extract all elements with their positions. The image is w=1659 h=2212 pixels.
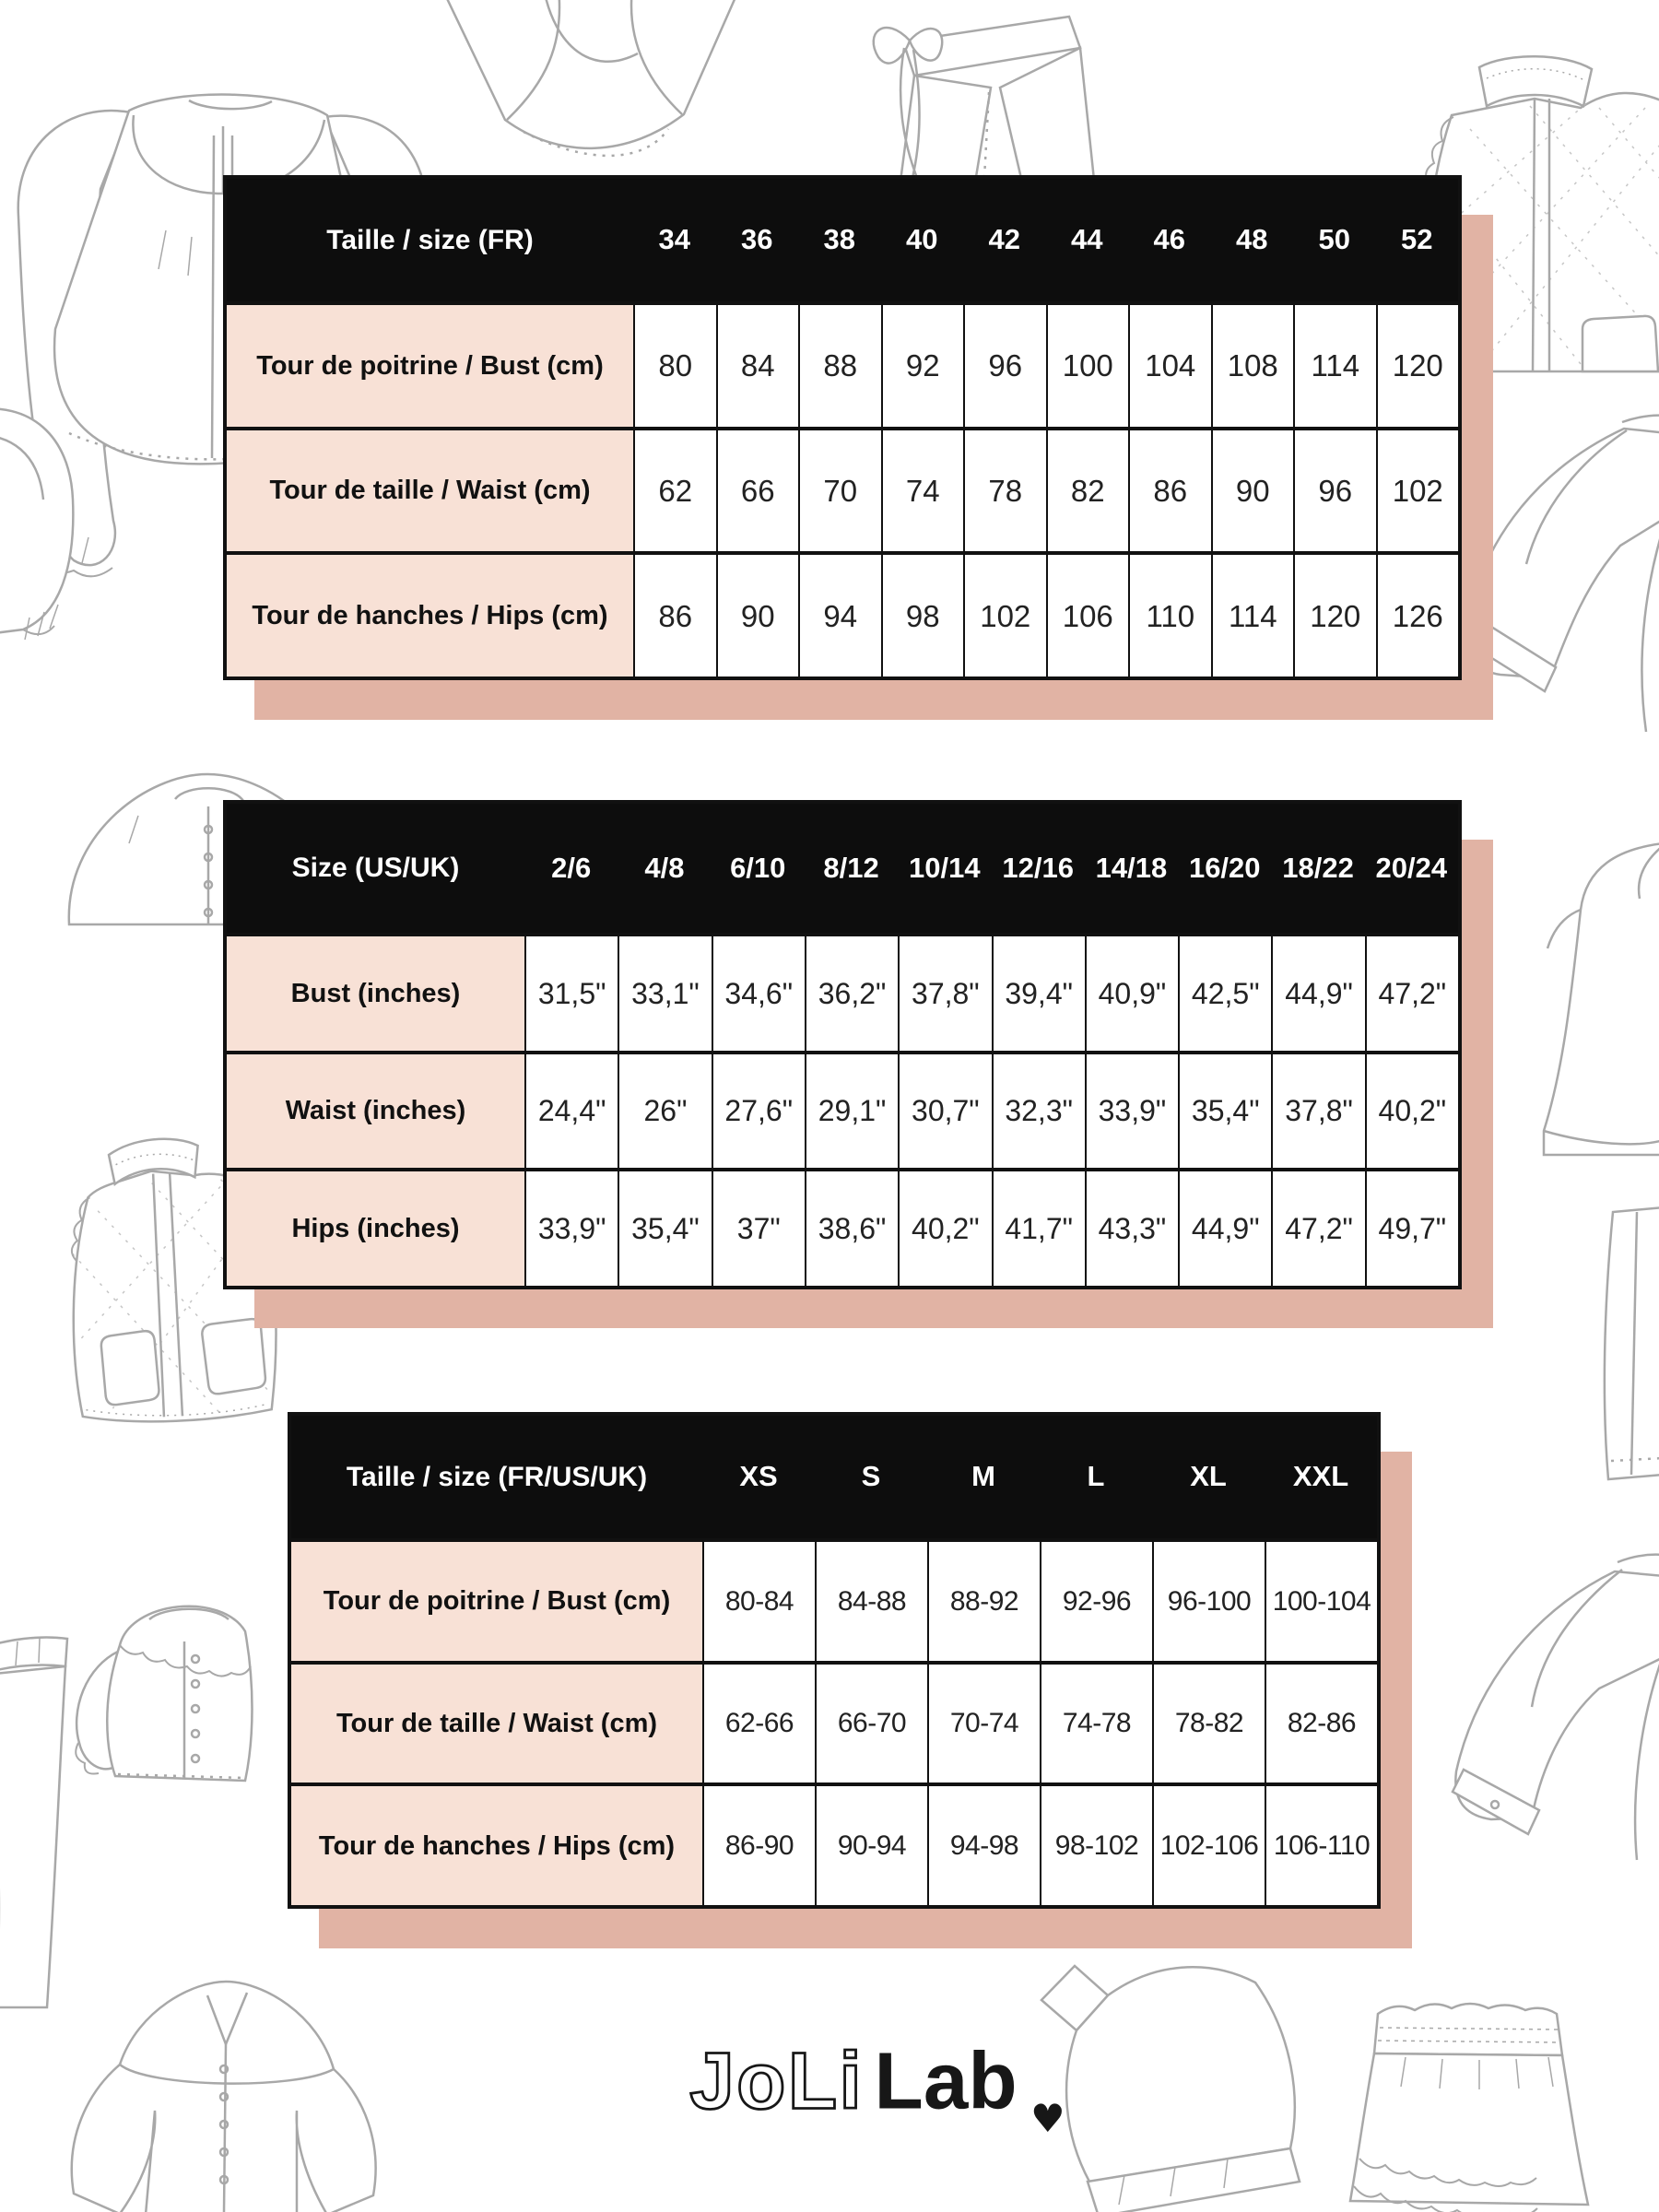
column-header-26: 2/6 — [524, 804, 618, 933]
data-cell: 70-74 — [927, 1661, 1040, 1783]
garment-sketch-pants-left-bottom — [0, 1622, 69, 2009]
row-label: Tour de taille / Waist (cm) — [291, 1661, 702, 1783]
data-cell: 78 — [963, 427, 1046, 552]
data-cell: 96-100 — [1152, 1538, 1265, 1661]
garment-sketch-shorts-bow-top-right — [853, 0, 1101, 203]
data-cell: 98 — [881, 551, 964, 677]
data-cell: 33,9" — [1085, 1051, 1178, 1169]
data-cell: 26" — [618, 1051, 711, 1169]
column-header-36: 36 — [716, 179, 799, 301]
data-cell: 108 — [1211, 301, 1294, 427]
column-header-34: 34 — [633, 179, 716, 301]
column-header-40: 40 — [881, 179, 964, 301]
data-cell: 35,4" — [618, 1168, 711, 1286]
data-cell: 38,6" — [805, 1168, 898, 1286]
column-header-610: 6/10 — [712, 804, 805, 933]
garment-sketch-tunic-right — [1507, 825, 1659, 1157]
logo-joli-text: JoLi — [689, 2036, 865, 2126]
data-cell: 62 — [633, 427, 716, 552]
row-label: Tour de hanches / Hips (cm) — [291, 1783, 702, 1905]
data-cell: 110 — [1128, 551, 1211, 677]
data-cell: 120 — [1293, 551, 1376, 677]
data-cell: 42,5" — [1178, 933, 1271, 1051]
data-cell: 41,7" — [992, 1168, 1085, 1286]
column-header-1822: 18/22 — [1271, 804, 1364, 933]
data-cell: 86-90 — [702, 1783, 815, 1905]
data-cell: 24,4" — [524, 1051, 618, 1169]
data-cell: 33,9" — [524, 1168, 618, 1286]
data-cell: 44,9" — [1178, 1168, 1271, 1286]
row-label: Tour de poitrine / Bust (cm) — [227, 301, 633, 427]
data-cell: 47,2" — [1271, 1168, 1364, 1286]
data-cell: 40,9" — [1085, 933, 1178, 1051]
data-cell: 44,9" — [1271, 933, 1364, 1051]
data-cell: 74 — [881, 427, 964, 552]
data-cell: 66 — [716, 427, 799, 552]
column-header-46: 46 — [1128, 179, 1211, 301]
column-header-48: 48 — [1211, 179, 1294, 301]
data-cell: 37,8" — [898, 933, 991, 1051]
data-cell: 36,2" — [805, 933, 898, 1051]
column-header-42: 42 — [963, 179, 1046, 301]
data-cell: 74-78 — [1040, 1661, 1152, 1783]
data-cell: 92-96 — [1040, 1538, 1152, 1661]
data-cell: 104 — [1128, 301, 1211, 427]
column-header-38: 38 — [798, 179, 881, 301]
row-label: Tour de poitrine / Bust (cm) — [291, 1538, 702, 1661]
garment-sketch-raglan-blouse-bottom-right — [1392, 1539, 1659, 1862]
size-table-letters — [288, 1412, 1381, 1909]
column-header-1014: 10/14 — [898, 804, 991, 933]
data-cell: 30,7" — [898, 1051, 991, 1169]
column-header-XL: XL — [1152, 1416, 1265, 1538]
data-cell: 98-102 — [1040, 1783, 1152, 1905]
size-table-fr — [223, 175, 1462, 680]
garment-sketch-scalloped-blouse-left — [65, 1553, 290, 1788]
data-cell: 88-92 — [927, 1538, 1040, 1661]
garment-sketch-jacket-top-center — [406, 0, 774, 173]
data-cell: 80-84 — [702, 1538, 815, 1661]
column-header-2024: 20/24 — [1365, 804, 1458, 933]
data-cell: 106-110 — [1265, 1783, 1377, 1905]
column-header-1620: 16/20 — [1178, 804, 1271, 933]
data-cell: 126 — [1376, 551, 1459, 677]
data-cell: 70 — [798, 427, 881, 552]
data-cell: 78-82 — [1152, 1661, 1265, 1783]
data-cell: 100 — [1046, 301, 1129, 427]
column-header-1418: 14/18 — [1085, 804, 1178, 933]
data-cell: 96 — [963, 301, 1046, 427]
data-cell: 102-106 — [1152, 1783, 1265, 1905]
data-cell: 37,8" — [1271, 1051, 1364, 1169]
data-cell: 102 — [1376, 427, 1459, 552]
column-header-M: M — [927, 1416, 1040, 1538]
joli-lab-logo — [687, 2020, 1074, 2143]
data-cell: 49,7" — [1365, 1168, 1458, 1286]
data-cell: 114 — [1211, 551, 1294, 677]
garment-sketch-sleeve-left — [0, 396, 97, 654]
column-header-S: S — [815, 1416, 927, 1538]
data-cell: 94-98 — [927, 1783, 1040, 1905]
column-header-XS: XS — [702, 1416, 815, 1538]
row-label: Bust (inches) — [227, 933, 524, 1051]
data-cell: 29,1" — [805, 1051, 898, 1169]
table-header-label: Taille / size (FR/US/UK) — [291, 1416, 702, 1538]
row-label: Waist (inches) — [227, 1051, 524, 1169]
data-cell: 66-70 — [815, 1661, 927, 1783]
data-cell: 34,6" — [712, 933, 805, 1051]
column-header-L: L — [1040, 1416, 1152, 1538]
table-header-label: Size (US/UK) — [227, 804, 524, 933]
data-cell: 90-94 — [815, 1783, 927, 1905]
data-cell: 35,4" — [1178, 1051, 1271, 1169]
data-cell: 96 — [1293, 427, 1376, 552]
row-label: Tour de hanches / Hips (cm) — [227, 551, 633, 677]
column-header-48: 4/8 — [618, 804, 711, 933]
data-cell: 80 — [633, 301, 716, 427]
garment-sketch-skirt-right-edge — [1594, 1198, 1659, 1484]
data-cell: 37" — [712, 1168, 805, 1286]
data-cell: 27,6" — [712, 1051, 805, 1169]
data-cell: 94 — [798, 551, 881, 677]
data-cell: 40,2" — [1365, 1051, 1458, 1169]
logo-lab-text: Lab — [874, 2036, 1018, 2126]
data-cell: 32,3" — [992, 1051, 1085, 1169]
size-table-us-uk — [223, 800, 1462, 1289]
garment-sketch-smocked-blouse-bottom-left — [46, 1954, 401, 2212]
data-cell: 82 — [1046, 427, 1129, 552]
data-cell: 43,3" — [1085, 1168, 1178, 1286]
column-header-44: 44 — [1046, 179, 1129, 301]
data-cell: 39,4" — [992, 933, 1085, 1051]
table-header-label: Taille / size (FR) — [227, 179, 633, 301]
data-cell: 31,5" — [524, 933, 618, 1051]
logo-heart-icon: ♥ — [1030, 2096, 1065, 2142]
data-cell: 47,2" — [1365, 933, 1458, 1051]
data-cell: 92 — [881, 301, 964, 427]
row-label: Tour de taille / Waist (cm) — [227, 427, 633, 552]
data-cell: 84-88 — [815, 1538, 927, 1661]
column-header-1216: 12/16 — [992, 804, 1085, 933]
data-cell: 62-66 — [702, 1661, 815, 1783]
data-cell: 40,2" — [898, 1168, 991, 1286]
data-cell: 90 — [1211, 427, 1294, 552]
data-cell: 86 — [633, 551, 716, 677]
data-cell: 100-104 — [1265, 1538, 1377, 1661]
column-header-XXL: XXL — [1265, 1416, 1377, 1538]
data-cell: 114 — [1293, 301, 1376, 427]
data-cell: 84 — [716, 301, 799, 427]
garment-sketch-ruffle-skirt-bottom-right — [1341, 1982, 1613, 2212]
row-label: Hips (inches) — [227, 1168, 524, 1286]
column-header-812: 8/12 — [805, 804, 898, 933]
data-cell: 86 — [1128, 427, 1211, 552]
data-cell: 106 — [1046, 551, 1129, 677]
data-cell: 90 — [716, 551, 799, 677]
column-header-50: 50 — [1293, 179, 1376, 301]
column-header-52: 52 — [1376, 179, 1459, 301]
data-cell: 33,1" — [618, 933, 711, 1051]
data-cell: 82-86 — [1265, 1661, 1377, 1783]
data-cell: 120 — [1376, 301, 1459, 427]
data-cell: 88 — [798, 301, 881, 427]
data-cell: 102 — [963, 551, 1046, 677]
